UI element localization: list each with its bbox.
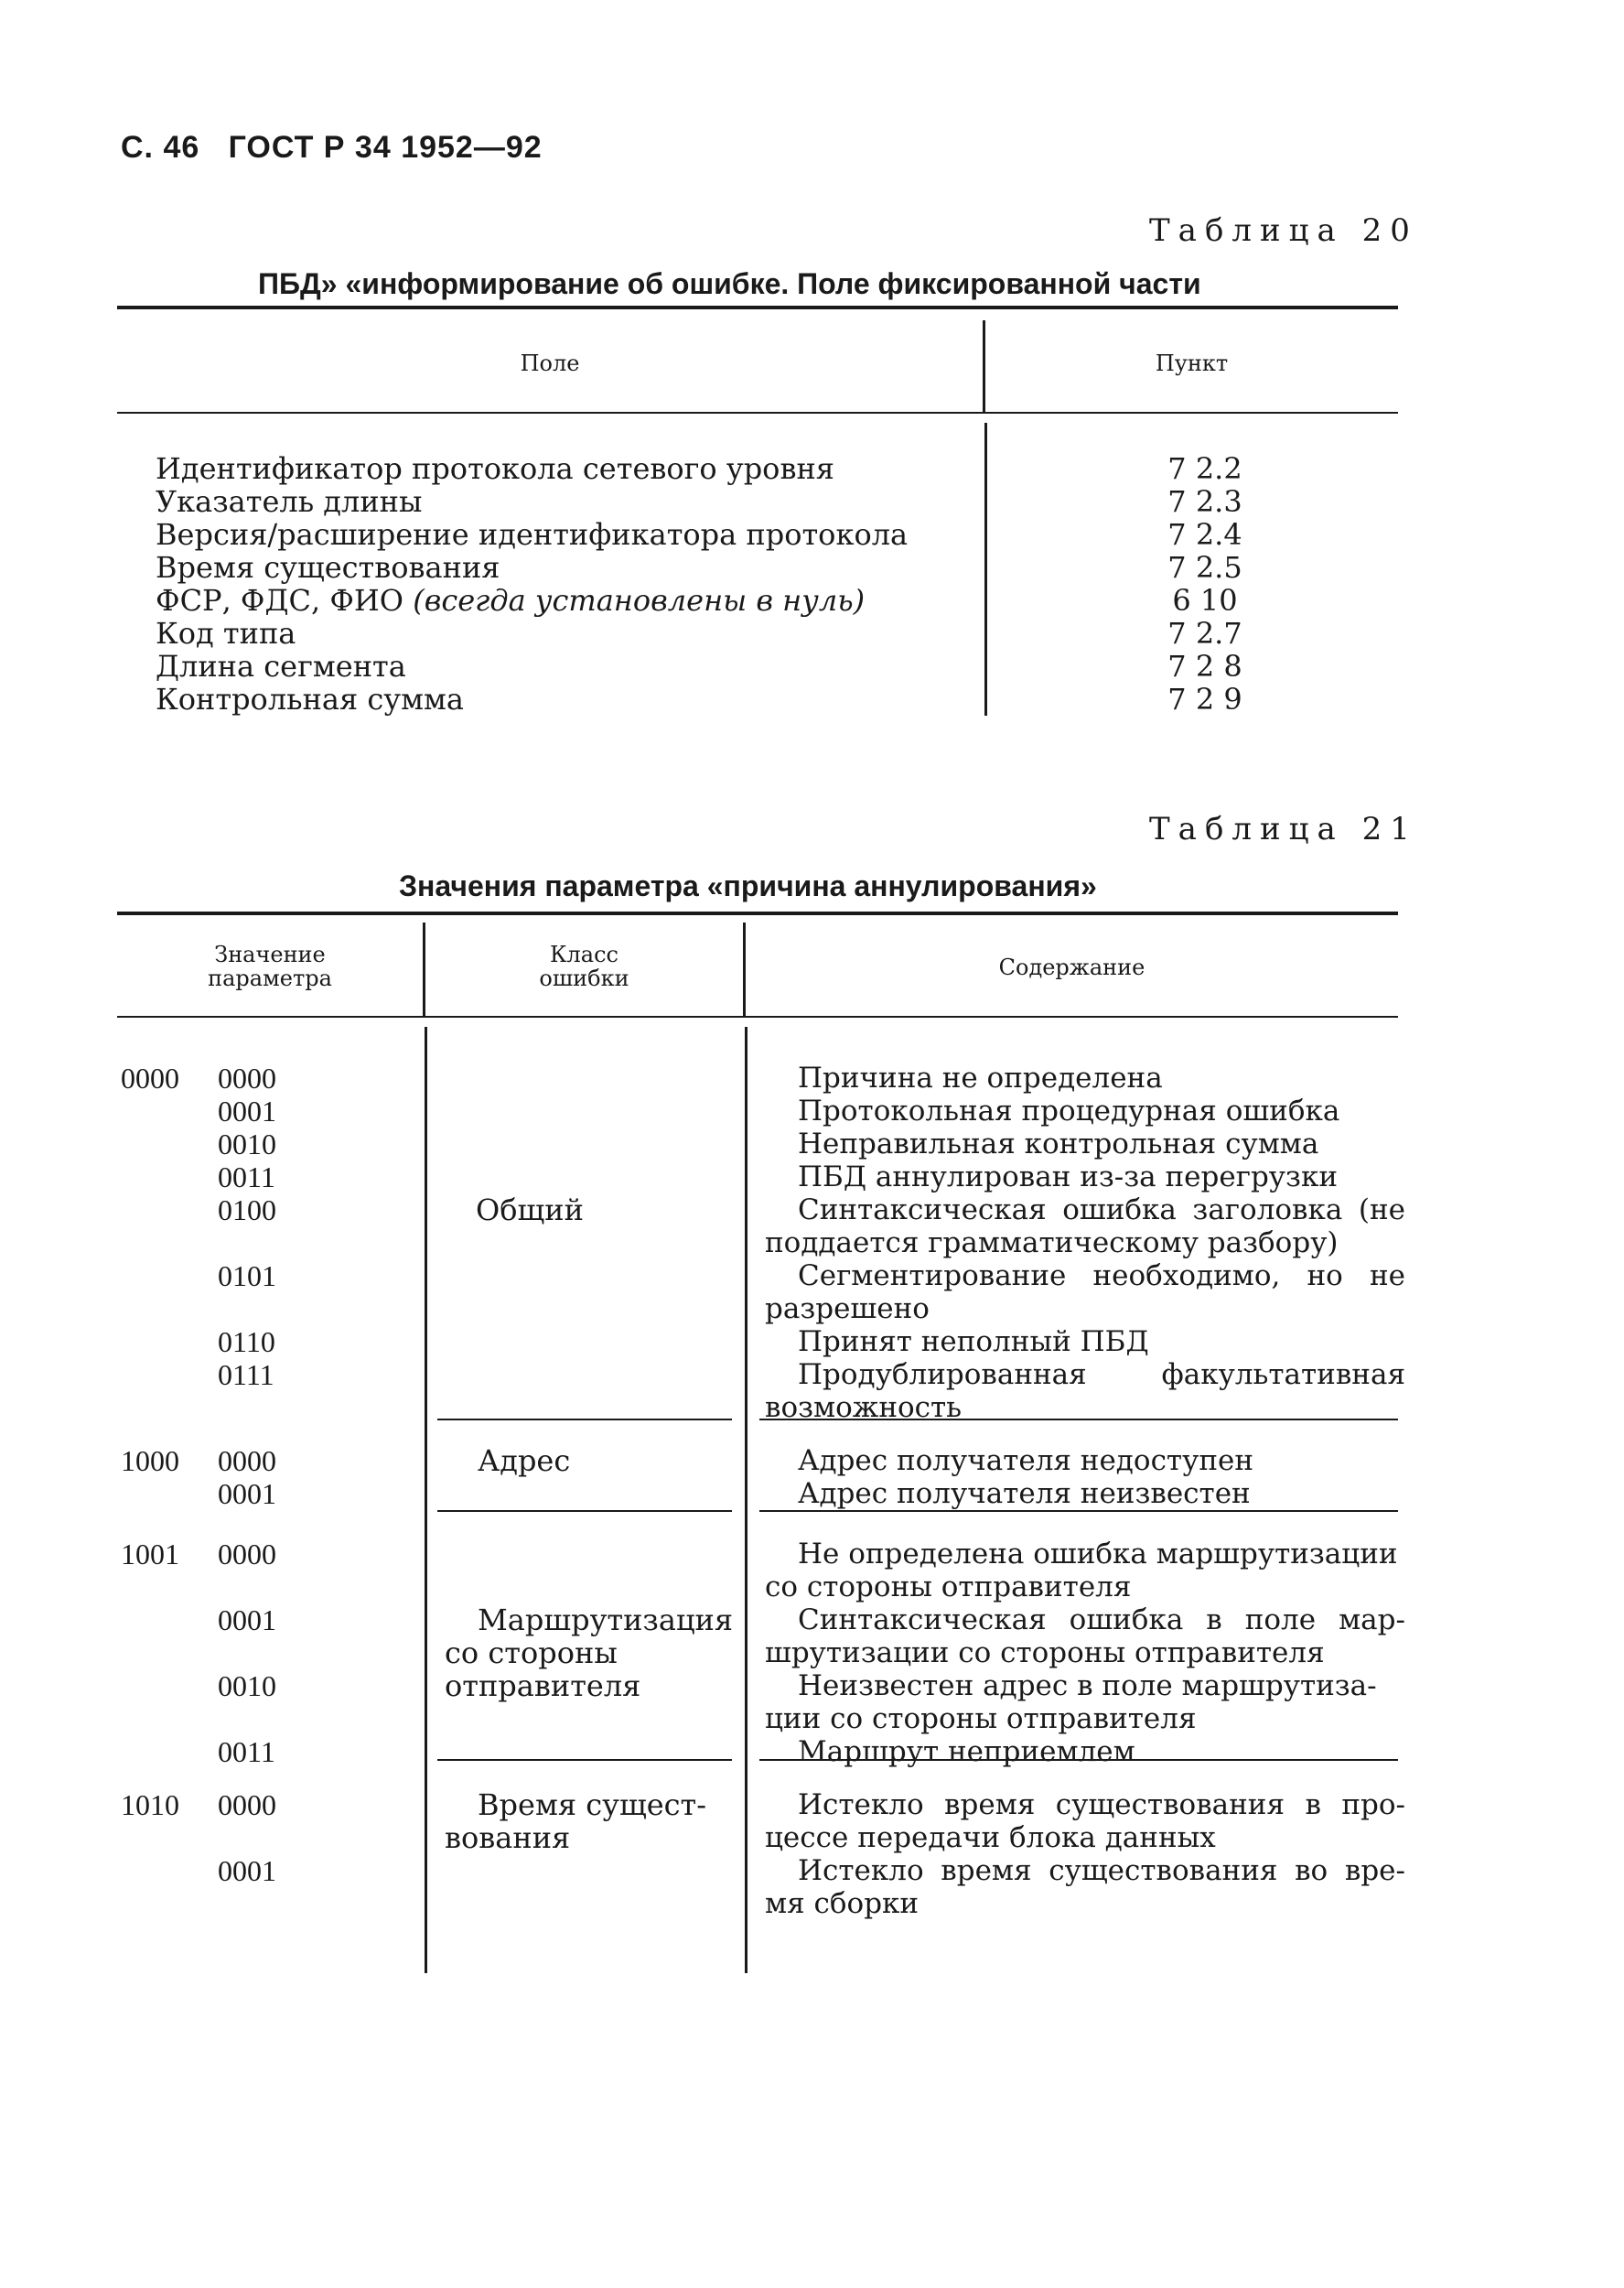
table-20-field-0: Идентификатор протокола сетевого уровня bbox=[156, 451, 834, 486]
group-2-class-line-2: отправителя bbox=[445, 1668, 641, 1703]
table-20-field-4 bbox=[156, 584, 865, 617]
table-20-field-4-note: (всегда установлены в нуль) bbox=[413, 583, 866, 618]
table-20-top-rule bbox=[117, 306, 1398, 309]
table-21-class-separator-1 bbox=[437, 1419, 732, 1420]
group-2-class bbox=[445, 1603, 733, 1702]
group-2-class-line-1: со стороны bbox=[445, 1635, 618, 1670]
table-21-title: Значения параметра «причина аннулирования» bbox=[399, 869, 1097, 902]
content-0-6-line-0: Принят неполный ПБД bbox=[798, 1325, 1149, 1358]
content-2-2-line-1: ции со стороны отправителя bbox=[765, 1702, 1197, 1735]
group-2-code-2: 0010 bbox=[218, 1669, 276, 1702]
table-20-item-6: 7 2 8 bbox=[1167, 649, 1242, 684]
table-20-header-rule bbox=[117, 412, 1398, 414]
content-0-1-line-0: Протокольная процедурная ошибка bbox=[798, 1095, 1340, 1128]
group-0-code-2: 0010 bbox=[218, 1128, 276, 1160]
group-3-prefix: 1010 bbox=[121, 1788, 179, 1821]
content-3-0-line-1: цессе передачи блока данных bbox=[765, 1821, 1216, 1854]
table-20-field-4-text: ФСР, ФДС, ФИО bbox=[156, 583, 404, 618]
table-20-number: Таблица 20 bbox=[1149, 212, 1418, 249]
group-3-content bbox=[765, 1788, 1405, 1920]
group-0-code-4: 0100 bbox=[218, 1193, 276, 1226]
group-3-class bbox=[445, 1788, 706, 1854]
group-3-class-line-0: Время сущест- bbox=[478, 1787, 707, 1822]
content-0-4-line-1: поддается грамматическому разбору) bbox=[765, 1226, 1339, 1259]
table-21-body-divider-1 bbox=[425, 1027, 427, 1973]
table-20-item-7: 7 2 9 bbox=[1167, 682, 1242, 717]
table-21-col-value bbox=[117, 943, 423, 990]
table-20-col-field: Поле bbox=[520, 351, 580, 376]
table-21-col-value-line-2: параметра bbox=[208, 966, 332, 991]
content-0-7-line-1: возможность bbox=[765, 1391, 963, 1424]
table-21-col-value-line-1: Значение bbox=[214, 942, 326, 967]
table-21-col-class-line-1: Класс bbox=[549, 942, 618, 967]
content-3-1-line-0: Истекло время существования во вре- bbox=[798, 1854, 1405, 1887]
group-2-code-3: 0011 bbox=[218, 1735, 275, 1768]
content-1-0-line-0: Адрес получателя недоступен bbox=[798, 1444, 1253, 1477]
content-2-3-line-0: Маршрут неприемлем bbox=[798, 1735, 1135, 1768]
table-20-field-1: Указатель длины bbox=[156, 484, 423, 519]
table-20-field-7: Контрольная сумма bbox=[156, 682, 464, 717]
group-1-class: Адрес bbox=[478, 1443, 571, 1478]
group-3-code-1: 0001 bbox=[218, 1854, 276, 1887]
table-21-col-class bbox=[425, 943, 743, 990]
content-0-5-line-0: Сегментирование необходимо, но не bbox=[798, 1259, 1405, 1292]
group-0-code-0: 0000 bbox=[218, 1062, 276, 1095]
table-20-item-4: 6 10 bbox=[1172, 583, 1238, 618]
table-21-number: Таблица 21 bbox=[1149, 811, 1418, 847]
table-20-body-divider bbox=[984, 423, 987, 716]
content-2-1-line-0: Синтаксическая ошибка в поле мар- bbox=[798, 1603, 1405, 1636]
group-0-code-5: 0101 bbox=[218, 1259, 276, 1292]
group-0-code-3: 0011 bbox=[218, 1160, 275, 1193]
table-20-title: ПБД» «информирование об ошибке. Поле фиксированной части bbox=[258, 267, 1201, 300]
group-0-code-7: 0111 bbox=[218, 1358, 274, 1391]
content-3-0-line-0: Истекло время существования в про- bbox=[798, 1788, 1405, 1821]
content-0-0-line-0: Причина не определена bbox=[798, 1062, 1163, 1095]
group-1-code-1: 0001 bbox=[218, 1477, 276, 1510]
content-0-7-line-0: Продублированная факультативная bbox=[798, 1358, 1405, 1391]
standard-code: ГОСТ Р 34 1952—92 bbox=[228, 130, 543, 165]
table-21-content-separator-2 bbox=[759, 1510, 1398, 1512]
table-21-top-rule bbox=[117, 912, 1398, 915]
group-0-content bbox=[765, 1062, 1405, 1424]
group-0-code-6: 0110 bbox=[218, 1325, 275, 1358]
page-number: С. 46 bbox=[121, 130, 200, 165]
group-1-content bbox=[765, 1444, 1405, 1510]
content-0-4-line-0: Синтаксическая ошибка заголовка (не bbox=[798, 1193, 1405, 1226]
group-2-content bbox=[765, 1538, 1405, 1768]
group-1-code-0: 0000 bbox=[218, 1444, 276, 1477]
group-0-class: Общий bbox=[476, 1193, 584, 1227]
group-2-prefix: 1001 bbox=[121, 1538, 179, 1570]
group-2-class-line-0: Маршрутизация bbox=[478, 1603, 734, 1637]
group-3-code-0: 0000 bbox=[218, 1788, 276, 1821]
content-3-1-line-1: мя сборки bbox=[765, 1887, 920, 1920]
group-0-prefix: 0000 bbox=[121, 1062, 179, 1095]
table-20-item-3: 7 2.5 bbox=[1167, 550, 1242, 585]
group-1-prefix: 1000 bbox=[121, 1444, 179, 1477]
table-21-class-separator-2 bbox=[437, 1510, 732, 1512]
table-21-class-separator-3 bbox=[437, 1759, 732, 1761]
table-20-field-5: Код типа bbox=[156, 616, 296, 651]
table-21-body-divider-2 bbox=[745, 1027, 747, 1973]
content-2-0-line-1: со стороны отправителя bbox=[765, 1570, 1132, 1603]
content-0-5-line-1: разрешено bbox=[765, 1292, 930, 1325]
group-2-code-0: 0000 bbox=[218, 1538, 276, 1570]
table-20-col-item: Пункт bbox=[1155, 351, 1229, 376]
content-2-2-line-0: Неизвестен адрес в поле маршрутиза- bbox=[798, 1669, 1377, 1702]
content-0-3-line-0: ПБД аннулирован из-за перегрузки bbox=[798, 1160, 1338, 1193]
page-header bbox=[121, 130, 543, 166]
content-2-0-line-0: Не определена ошибка маршрутизации bbox=[798, 1538, 1398, 1570]
table-21-col-class-line-2: ошибки bbox=[539, 966, 629, 991]
table-20-field-3: Время существования bbox=[156, 550, 500, 585]
table-20-item-2: 7 2.4 bbox=[1167, 517, 1242, 552]
table-20-item-5: 7 2.7 bbox=[1167, 616, 1242, 651]
content-0-2-line-0: Неправильная контрольная сумма bbox=[798, 1128, 1319, 1160]
table-20-field-6: Длина сегмента bbox=[156, 649, 406, 684]
group-2-code-1: 0001 bbox=[218, 1603, 276, 1636]
table-20-item-1: 7 2.3 bbox=[1167, 484, 1242, 519]
table-21-col-content: Содержание bbox=[998, 955, 1145, 980]
group-0-code-1: 0001 bbox=[218, 1095, 276, 1128]
content-1-1-line-0: Адрес получателя неизвестен bbox=[798, 1477, 1251, 1510]
table-21-header-rule bbox=[117, 1016, 1398, 1018]
content-2-1-line-1: шрутизации со стороны отправителя bbox=[765, 1636, 1325, 1669]
group-3-class-line-1: вования bbox=[445, 1820, 571, 1855]
table-20-field-2: Версия/расширение идентификатора протокола bbox=[156, 517, 909, 552]
table-20-item-0: 7 2.2 bbox=[1167, 451, 1242, 486]
